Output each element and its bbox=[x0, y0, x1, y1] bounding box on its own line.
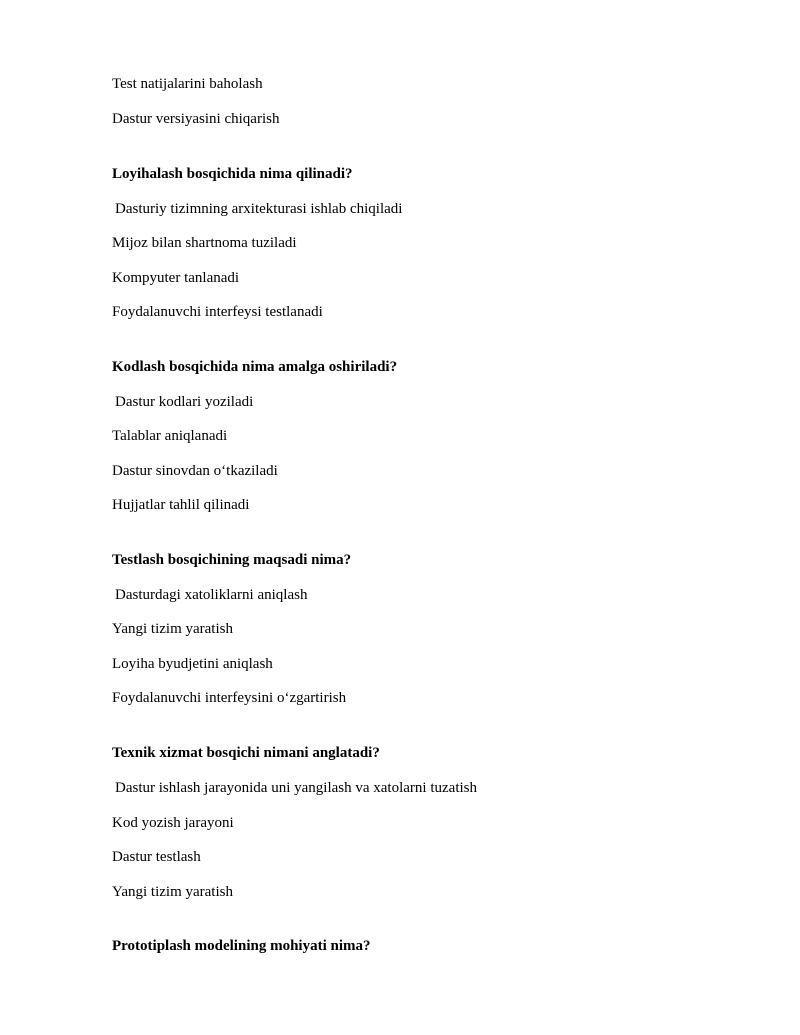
answer-option: Dastur ishlash jarayonida uni yangilash va xatolarni tuzatish bbox=[115, 780, 477, 796]
answer-option: Loyiha byudjetini aniqlash bbox=[112, 656, 273, 672]
answer-option: Kompyuter tanlanadi bbox=[112, 270, 240, 286]
answer-option: Kod yozish jarayoni bbox=[112, 815, 234, 831]
answer-option: Dastur testlash bbox=[112, 849, 201, 865]
answer-option: Foydalanuvchi interfeysini oʻzgartirish bbox=[112, 690, 347, 706]
text-line: Dastur versiyasini chiqarish bbox=[112, 111, 280, 127]
question-heading: Kodlash bosqichida nima amalga oshiriladi? bbox=[112, 359, 398, 375]
answer-option: Hujjatlar tahlil qilinadi bbox=[112, 497, 250, 513]
answer-option: Yangi tizim yaratish bbox=[112, 884, 233, 900]
answer-option: Foydalanuvchi interfeysi testlanadi bbox=[112, 304, 323, 320]
answer-option: Talablar aniqlanadi bbox=[112, 428, 228, 444]
answer-option: Yangi tizim yaratish bbox=[112, 621, 233, 637]
answer-option: Dastur kodlari yoziladi bbox=[115, 394, 254, 410]
answer-option: Dastur sinovdan oʻtkaziladi bbox=[112, 463, 278, 479]
text-line: Test natijalarini baholash bbox=[112, 76, 263, 92]
question-heading: Texnik xizmat bosqichi nimani anglatadi? bbox=[112, 745, 380, 761]
answer-option: Mijoz bilan shartnoma tuziladi bbox=[112, 235, 297, 251]
answer-option: Dasturdagi xatoliklarni aniqlash bbox=[115, 587, 308, 603]
question-heading: Prototiplash modelining mohiyati nima? bbox=[112, 938, 371, 954]
question-heading: Testlash bosqichining maqsadi nima? bbox=[112, 552, 352, 568]
question-heading: Loyihalash bosqichida nima qilinadi? bbox=[112, 166, 353, 182]
answer-option: Dasturiy tizimning arxitekturasi ishlab chiqiladi bbox=[115, 201, 403, 217]
